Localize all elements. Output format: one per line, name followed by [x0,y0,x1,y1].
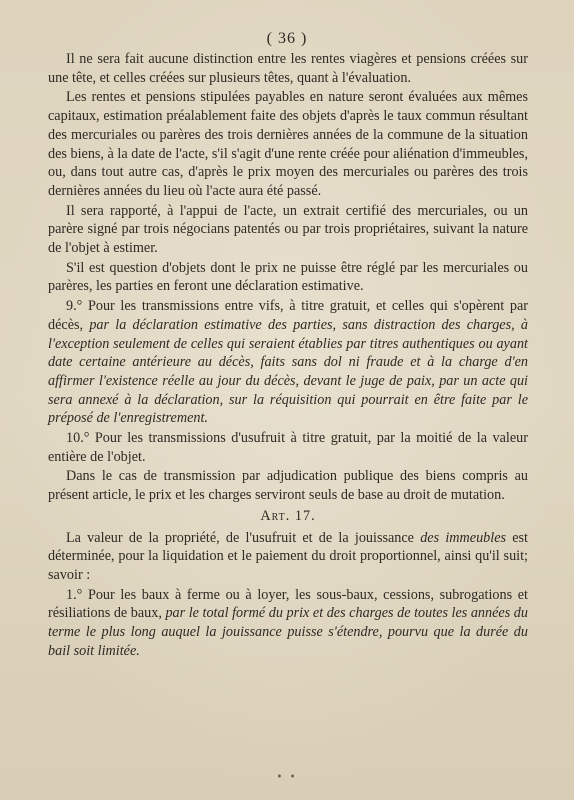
item-1-text: 1.° Pour les baux à ferme ou à loyer, les sous-baux, cessions, subrogations et résiliations de baux, [48,586,528,622]
paragraph-rentes-nature: Les rentes et pensions stipulées payables en nature seront évaluées aux mêmes capitaux, estimation préalablement faite des objets d'après le taux commun résultant des mercuriales ou parères des trois dernières années de la commune de la situation des biens, à la date de l'acte, s'il s'agit d'une rente créée pour aliénation d'immeubles, ou, dans tout autre cas, d'après le prix moyen des mercuriales ou parères des trois dernières années du lieu où l'acte aura été passé. [48,89,528,199]
item-1-italic: par le total formé du prix et des charges de toutes les années du terme le plus long auquel la jouissance puisse s'étendre, pourvu que la durée du bail soit limitée. [48,605,528,659]
body-text [48,50,528,662]
article-heading: Art. 17. [260,507,316,524]
paragraph-rentes-distinction: Il ne sera fait aucune distinction entre les rentes viagères et pensions créées sur une tête, et celles créées sur plusieurs têtes, quant à l'évaluation. [48,51,528,86]
paragraph-valeur-propriete [48,529,528,585]
paragraph-declaration-estimative: S'il est question d'objets dont le prix ne puisse être réglé par les mercuriales ou parères, les parties en feront une déclaration estimative. [48,259,528,295]
signature-mark: • • [276,772,298,783]
paragraph-adjudication: Dans le cas de transmission par adjudication publique des biens compris au présent article, le prix et les charges serviront seuls de base au droit de mutation. [48,468,528,504]
valeur-text-end: est déterminée, pour la liquidation et le paiement du droit proportionnel, ainsi qu'il suit; savoir : [48,529,528,583]
item-9-text: 9.° Pour les transmissions entre vifs, à titre gratuit, et celles qui s'opèrent par décès, [48,298,528,333]
paragraph-item-10: 10.° Pour les transmissions d'usufruit à titre gratuit, par la moitié de la valeur entière de l'objet. [48,430,528,465]
valeur-text-start: La valeur de la propriété, de l'usufruit et de la jouissance [66,529,421,546]
paragraph-item-9 [48,297,528,428]
valeur-italic: des immeubles [420,529,507,546]
paragraph-extrait-certifie: Il sera rapporté, à l'appui de l'acte, un extrait certifié des mercuriales, ou un parère signé par trois négocians patentés ou par trois propriétaires, suivant la nature de l'objet à estimer. [48,202,528,257]
page-number: ( 36 ) [266,30,308,47]
paragraph-item-1 [48,586,528,661]
item-9-italic: par la déclaration estimative des parties, sans distraction des charges, à l'exception seulement de celles qui seraient établies par titres authentiques ou ayant date certaine antérieure au décès, faits sans dol ni fraude et à la charge d'en affirmer l'existence réelle au jour du décès, devant le juge de paix, par un acte qui sera annexé à la déclaration, sur la réquisition qui pourrait en être faite par le préposé de l'enregistrement. [48,316,528,427]
